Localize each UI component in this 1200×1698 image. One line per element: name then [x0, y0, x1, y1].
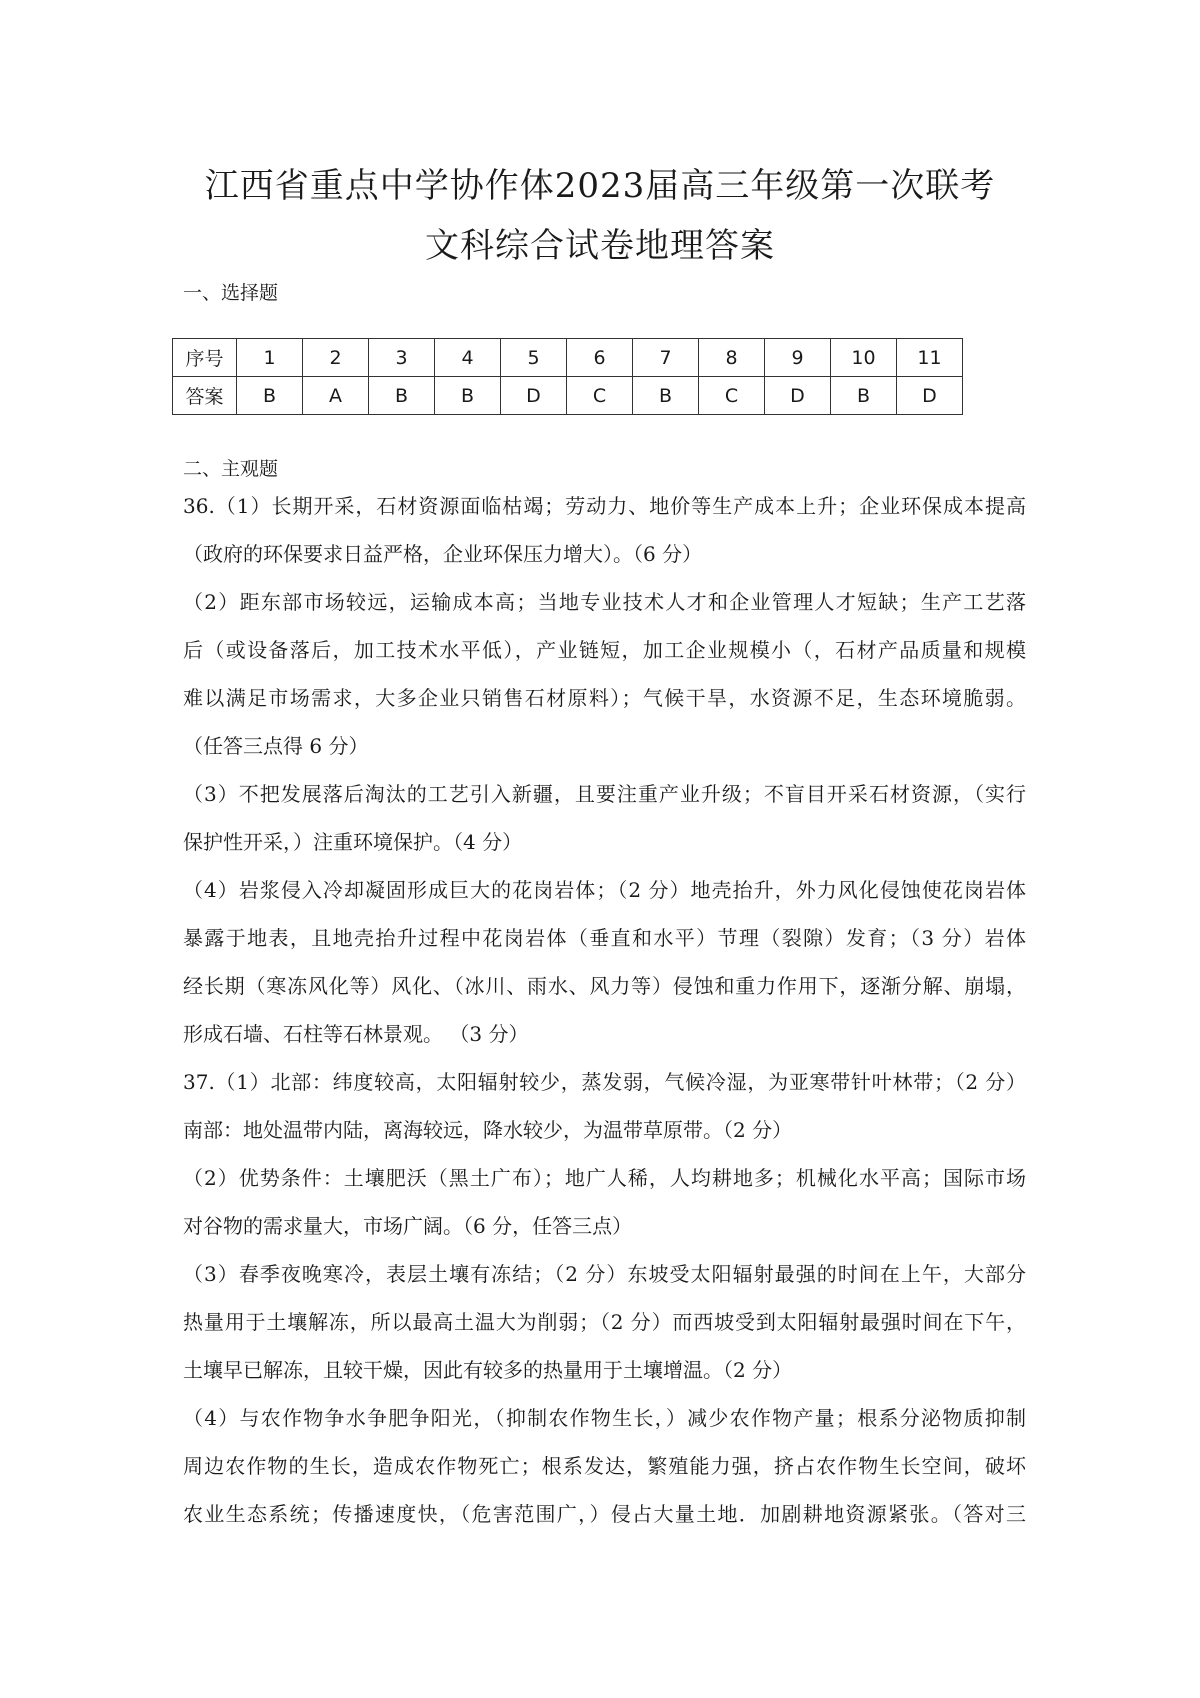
- answer-cell: D: [765, 377, 831, 415]
- answer-text-line: 热量用于土壤解冻，所以最高土温大为削弱；（2 分）而西坡受到太阳辐射最强时间在下午，: [183, 1310, 1026, 1334]
- answer-text-line: （3）不把发展落后淘汰的工艺引入新疆，且要注重产业升级；不盲目开采石材资源，（实行: [183, 782, 1026, 806]
- answer-cell: B: [831, 377, 897, 415]
- answer-text-line: 对谷物的需求量大，市场广阔。（6 分，任答三点）: [183, 1214, 633, 1238]
- answer-row: [173, 377, 963, 415]
- answer-cell: C: [567, 377, 633, 415]
- answer-text-line: （4）岩浆侵入冷却凝固形成巨大的花岗岩体；（2 分）地壳抬升，外力风化侵蚀使花岗岩体: [183, 878, 1026, 902]
- question-number: 2: [303, 339, 369, 377]
- answer-text-line: 36.（1）长期开采，石材资源面临枯竭；劳动力、地价等生产成本上升；企业环保成本提高: [183, 494, 1026, 518]
- row-header-number: 序号: [173, 339, 237, 377]
- answer-cell: B: [633, 377, 699, 415]
- exam-title: 江西省重点中学协作体2023届高三年级第一次联考: [204, 166, 996, 206]
- question-number: 3: [369, 339, 435, 377]
- question-number: 10: [831, 339, 897, 377]
- question-number: 1: [237, 339, 303, 377]
- question-number: 9: [765, 339, 831, 377]
- answer-cell: A: [303, 377, 369, 415]
- answer-text-line: （政府的环保要求日益严格，企业环保压力增大）。（6 分）: [183, 542, 703, 566]
- answer-text-line: （4）与农作物争水争肥争阳光，（抑制农作物生长，）减少农作物产量；根系分泌物质抑制: [183, 1406, 1026, 1430]
- answer-text-line: （3）春季夜晚寒冷，表层土壤有冻结；（2 分）东坡受太阳辐射最强的时间在上午，大部分: [183, 1262, 1026, 1286]
- answer-text-line: 37.（1）北部：纬度较高，太阳辐射较少，蒸发弱，气候冷湿，为亚寒带针叶林带；（2 分）: [183, 1070, 1026, 1094]
- row-header-answer: 答案: [173, 377, 237, 415]
- question-number: 11: [897, 339, 963, 377]
- question-number: 8: [699, 339, 765, 377]
- number-row: [173, 339, 963, 377]
- question-number: 6: [567, 339, 633, 377]
- answer-cell: B: [369, 377, 435, 415]
- answer-text-line: 暴露于地表，且地壳抬升过程中花岗岩体（垂直和水平）节理（裂隙）发育；（3 分）岩体: [183, 926, 1026, 950]
- answer-text-line: 难以满足市场需求，大多企业只销售石材原料）；气候干旱，水资源不足，生态环境脆弱。: [183, 686, 1026, 710]
- answer-cell: B: [237, 377, 303, 415]
- question-number: 4: [435, 339, 501, 377]
- section-heading-multiple-choice: 一、选择题: [183, 282, 279, 304]
- answer-text-line: （2）距东部市场较远，运输成本高；当地专业技术人才和企业管理人才短缺；生产工艺落: [183, 590, 1026, 614]
- answer-text-line: （任答三点得 6 分）: [183, 734, 369, 758]
- section-heading-subjective: 二、主观题: [183, 458, 279, 480]
- answer-table: [172, 338, 963, 415]
- answer-text-line: 土壤早已解冻，且较干燥，因此有较多的热量用于土壤增温。（2 分）: [183, 1358, 793, 1382]
- answer-cell: B: [435, 377, 501, 415]
- answer-cell: D: [897, 377, 963, 415]
- answer-text-line: 周边农作物的生长，造成农作物死亡；根系发达，繁殖能力强，挤占农作物生长空间，破坏: [183, 1454, 1026, 1478]
- answer-text-line: 保护性开采，）注重环境保护。（4 分）: [183, 830, 523, 854]
- answer-cell: D: [501, 377, 567, 415]
- answer-text-line: 后（或设备落后，加工技术水平低），产业链短，加工企业规模小（，石材产品质量和规模: [183, 638, 1026, 662]
- answer-text-line: 形成石墙、石柱等石林景观。 （3 分）: [183, 1022, 529, 1046]
- answer-text-line: 经长期（寒冻风化等）风化、（冰川、雨水、风力等）侵蚀和重力作用下，逐渐分解、崩塌，: [183, 974, 1026, 998]
- answer-cell: C: [699, 377, 765, 415]
- answer-text-line: 农业生态系统；传播速度快，（危害范围广，）侵占大量土地．加剧耕地资源紧张。（答对三: [183, 1502, 1026, 1526]
- question-number: 7: [633, 339, 699, 377]
- answer-text-line: 南部：地处温带内陆，离海较远，降水较少，为温带草原带。（2 分）: [183, 1118, 793, 1142]
- exam-subtitle: 文科综合试卷地理答案: [425, 226, 775, 266]
- question-number: 5: [501, 339, 567, 377]
- answer-text-line: （2）优势条件：土壤肥沃（黑土广布）；地广人稀，人均耕地多；机械化水平高；国际市场: [183, 1166, 1026, 1190]
